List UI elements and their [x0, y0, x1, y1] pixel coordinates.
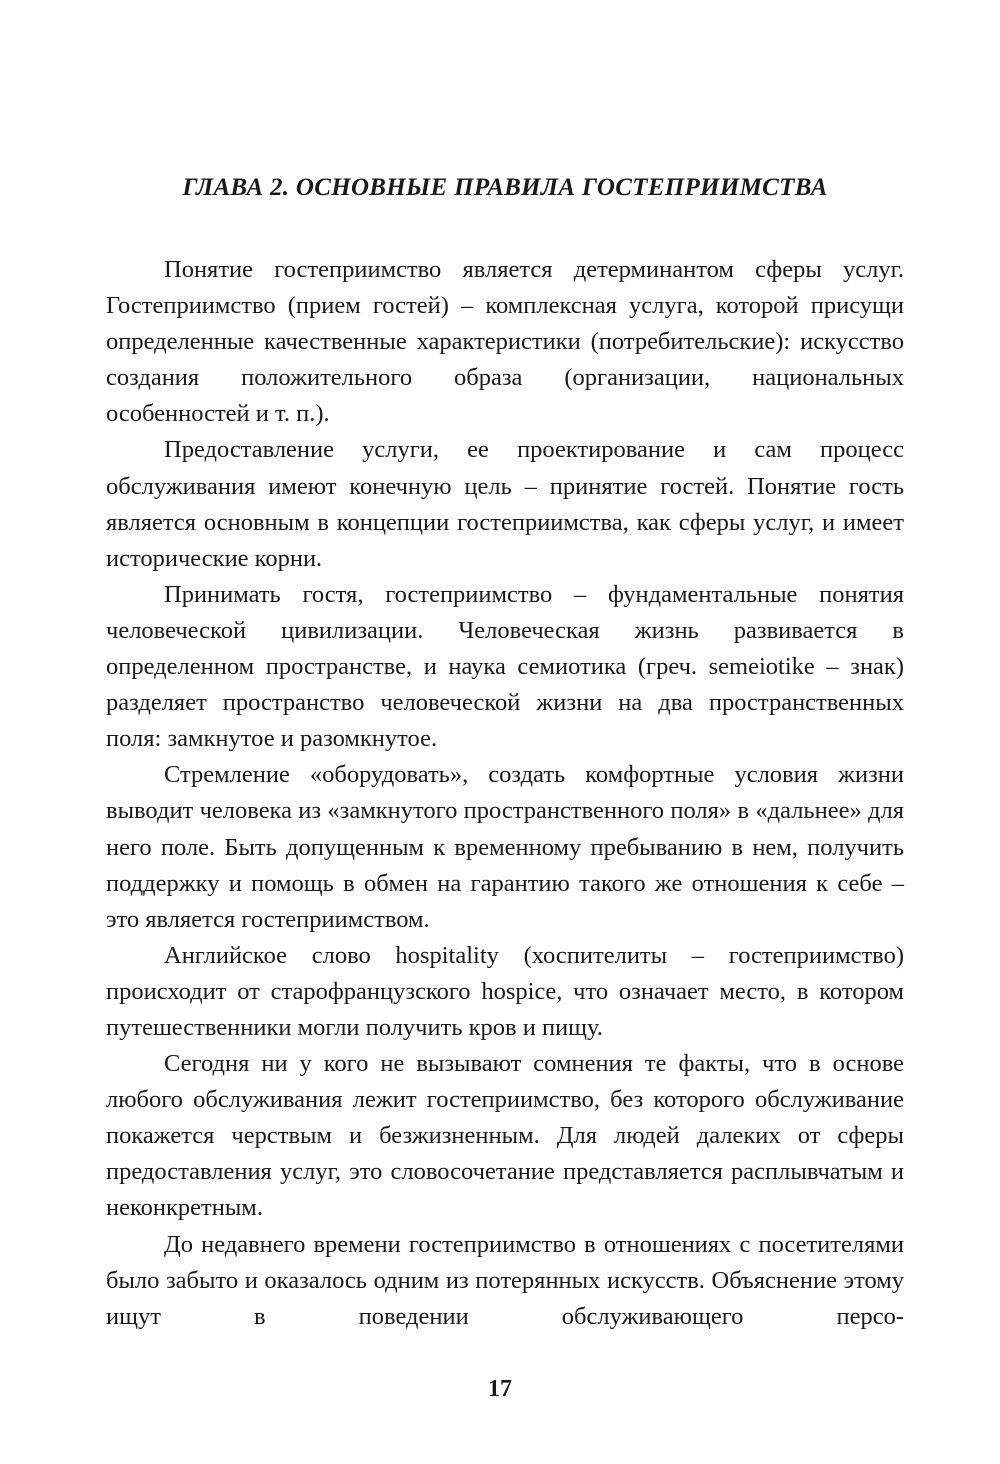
- paragraph-3: Принимать гостя, гостеприимство – фундаментальные понятия человеческой цивилизации. Человеческая жизнь развивается в определенном пространстве, и наука семиотика (греч. semeiotike – знак) разделяет пространство человеческой жизни на два пространственных поля: замкнутое и разомкнутое.: [106, 580, 904, 753]
- paragraph-2: Предоставление услуги, ее проектирование и сам процесс обслуживания имеют конечную цель – принятие гостей. Понятие гость является основным в концепции гостеприимства, как сферы услуг, и имеет исторические корни.: [106, 436, 904, 572]
- chapter-title: ГЛАВА 2. ОСНОВНЫЕ ПРАВИЛА ГОСТЕПРИИМСТВА: [182, 174, 828, 201]
- paragraph-4: Стремление «оборудовать», создать комфортные условия жизни выводит человека из «замкнутого пространственного поля» в «дальнее» для него поле. Быть допущенным к временному пребыванию в нем, получить поддержку и помощь в обмен на гарантию такого же отношения к себе – это является гостеприимством.: [106, 761, 904, 933]
- page-body: [106, 168, 904, 1335]
- page-number: 17: [488, 1376, 512, 1402]
- paragraph-5: Английское слово hospitality (хоспителиты – гостеприимство) происходит от старофранцузского hospice, что означает место, в котором путешественники могли получить кров и пищу.: [106, 941, 904, 1041]
- paragraph-1: Понятие гостеприимство является детерминантом сферы услуг. Гостеприимство (прием гостей) – комплексная услуга, которой присущи определенные качественные характеристики (потребительские): искусство создания положительного образа (организации, национальных особенностей и т. п.).: [106, 256, 904, 428]
- paragraph-6: Сегодня ни у кого не вызывают сомнения те факты, что в основе любого обслуживания лежит гостеприимство, без которого обслуживание покажется черствым и безжизненным. Для людей далеких от сферы предоставления услуг, это словосочетание представляется расплывчатым и неконкретным.: [106, 1050, 904, 1222]
- paragraph-7: До недавнего времени гостеприимство в отношениях с посетителями было забыто и оказалось одним из потерянных искусств. Объяснение этому ищут в поведении обслуживающего персо-: [106, 1230, 904, 1330]
